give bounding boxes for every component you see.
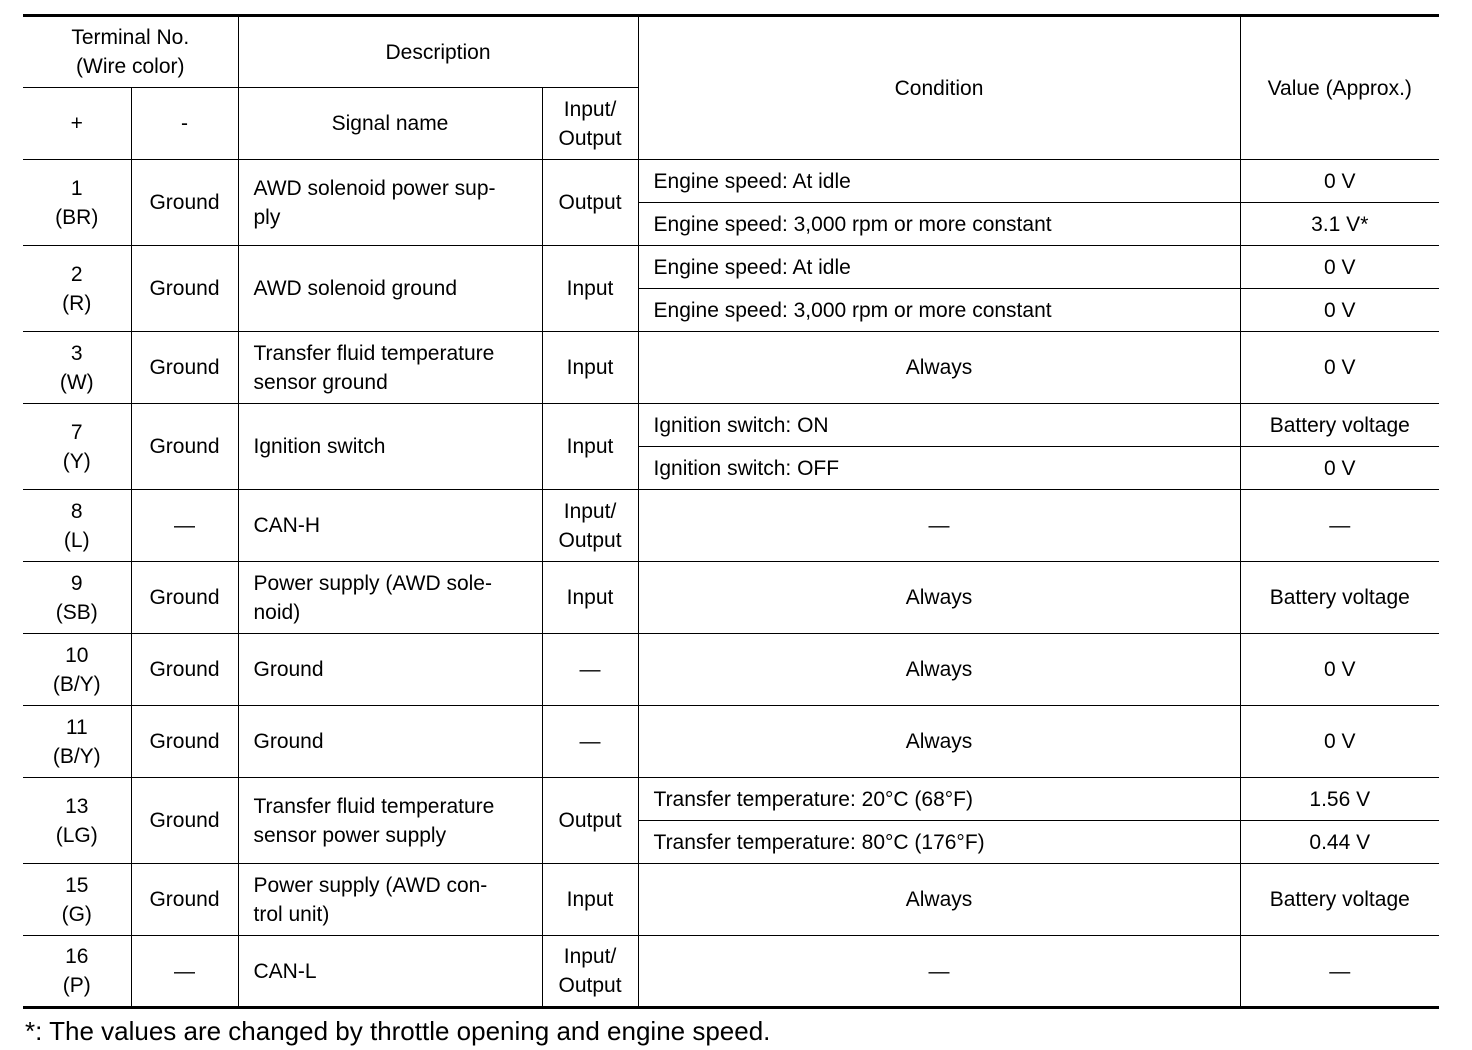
table-row xyxy=(23,332,1439,404)
signal-name-cell xyxy=(238,634,542,706)
table-row xyxy=(23,404,1439,447)
minus-terminal: Ground xyxy=(149,277,220,300)
terminal-cell xyxy=(23,490,131,562)
header-terminal-no xyxy=(23,16,238,88)
wire-color: (G) xyxy=(61,902,92,926)
wire-color: (BR) xyxy=(55,205,99,229)
io-line1: Input xyxy=(566,435,614,458)
condition-text: — xyxy=(928,514,950,537)
table-row xyxy=(23,864,1439,936)
value-text: 3.1 V* xyxy=(1311,212,1369,236)
value-cell xyxy=(1240,246,1439,289)
signal-name-line1: AWD solenoid power sup- xyxy=(253,176,496,200)
signal-name-line1: CAN-L xyxy=(253,959,317,983)
io-line1: Input xyxy=(566,888,614,911)
terminal-number: 11 xyxy=(65,715,88,739)
value-cell xyxy=(1240,706,1439,778)
terminal-number: 9 xyxy=(70,571,83,595)
terminal-cell xyxy=(23,160,131,246)
value-text: 0.44 V xyxy=(1309,830,1371,854)
signal-name-line1: Power supply (AWD sole- xyxy=(253,571,492,595)
header-row-1 xyxy=(23,16,1439,88)
value-cell xyxy=(1240,404,1439,447)
signal-name-cell xyxy=(238,160,542,246)
value-cell xyxy=(1240,490,1439,562)
input-output-cell xyxy=(542,332,638,404)
value-text: — xyxy=(1329,959,1351,983)
condition-cell xyxy=(638,160,1240,203)
condition-cell xyxy=(638,203,1240,246)
input-output-cell xyxy=(542,404,638,490)
io-line1: Input xyxy=(566,277,614,300)
wire-color: (B/Y) xyxy=(52,744,101,768)
terminal-cell xyxy=(23,246,131,332)
table-row xyxy=(23,706,1439,778)
io-line1: — xyxy=(579,658,601,681)
header-terminal-label: Terminal No. xyxy=(71,26,190,49)
signal-name-line1: CAN-H xyxy=(253,514,320,537)
signal-name-cell xyxy=(238,404,542,490)
terminal-cell xyxy=(23,706,131,778)
io-line1: Input/ xyxy=(563,499,617,523)
io-line1: Input xyxy=(566,586,614,609)
minus-terminal: Ground xyxy=(149,356,220,379)
signal-name-line2: sensor ground xyxy=(253,370,388,394)
io-line1: Input xyxy=(566,356,614,379)
minus-terminal: Ground xyxy=(149,191,220,214)
minus-terminal: Ground xyxy=(149,435,220,458)
table-body xyxy=(23,160,1439,1008)
condition-cell xyxy=(638,447,1240,490)
value-text: Battery voltage xyxy=(1269,586,1410,609)
wire-color: (P) xyxy=(62,974,91,997)
signal-name-cell xyxy=(238,246,542,332)
signal-name-line1: Ground xyxy=(253,730,324,753)
input-output-cell xyxy=(542,160,638,246)
terminal-cell xyxy=(23,332,131,404)
minus-cell xyxy=(131,246,238,332)
terminal-number: 2 xyxy=(70,262,83,286)
header-condition: Condition xyxy=(638,16,1240,160)
condition-text: Engine speed: At idle xyxy=(653,255,851,279)
value-text: 1.56 V xyxy=(1309,787,1371,811)
condition-cell xyxy=(638,332,1240,404)
value-cell xyxy=(1240,634,1439,706)
minus-cell xyxy=(131,778,238,864)
input-output-cell xyxy=(542,864,638,936)
input-output-cell xyxy=(542,706,638,778)
terminal-spec-table xyxy=(23,14,1439,1009)
header-wire-color-label: (Wire color) xyxy=(76,55,185,78)
terminal-number: 10 xyxy=(65,643,89,667)
header-minus: - xyxy=(131,88,238,160)
condition-text: Transfer temperature: 80°C (176°F) xyxy=(653,830,985,854)
header-description: Description xyxy=(238,16,638,88)
wire-color: (SB) xyxy=(55,600,98,624)
signal-name-line2: trol unit) xyxy=(253,902,330,926)
condition-text: Always xyxy=(905,658,973,681)
io-line1: Output xyxy=(558,809,622,832)
signal-name-line2: sensor power supply xyxy=(253,823,447,847)
condition-cell xyxy=(638,821,1240,864)
table-row xyxy=(23,490,1439,562)
header-plus: + xyxy=(23,88,131,160)
condition-cell xyxy=(638,404,1240,447)
value-cell xyxy=(1240,203,1439,246)
terminal-cell xyxy=(23,936,131,1008)
condition-text: — xyxy=(928,959,950,983)
condition-text: Engine speed: 3,000 rpm or more constant xyxy=(653,212,1052,236)
condition-cell xyxy=(638,289,1240,332)
condition-text: Ignition switch: ON xyxy=(653,413,829,437)
signal-name-cell xyxy=(238,332,542,404)
signal-name-line1: Transfer fluid temperature xyxy=(253,794,495,818)
table-row xyxy=(23,936,1439,1008)
signal-name-cell xyxy=(238,864,542,936)
value-cell xyxy=(1240,821,1439,864)
header-input-output xyxy=(542,88,638,160)
wire-color: (L) xyxy=(63,528,90,552)
terminal-cell xyxy=(23,778,131,864)
value-cell xyxy=(1240,562,1439,634)
signal-name-line1: AWD solenoid ground xyxy=(253,277,457,300)
terminal-number: 1 xyxy=(70,176,83,200)
signal-name-line1: Power supply (AWD con- xyxy=(253,873,488,897)
table-row xyxy=(23,160,1439,203)
minus-cell xyxy=(131,490,238,562)
terminal-table-container xyxy=(23,14,1439,1009)
value-text: 0 V xyxy=(1324,169,1356,193)
value-text: 0 V xyxy=(1324,456,1356,480)
value-cell xyxy=(1240,778,1439,821)
condition-cell xyxy=(638,490,1240,562)
minus-cell xyxy=(131,562,238,634)
minus-terminal: Ground xyxy=(149,730,220,753)
terminal-number: 8 xyxy=(70,499,83,523)
minus-terminal: Ground xyxy=(149,809,220,832)
condition-cell xyxy=(638,706,1240,778)
signal-name-line1: Transfer fluid temperature xyxy=(253,341,495,365)
input-output-cell xyxy=(542,490,638,562)
io-line1: Output xyxy=(558,191,622,214)
value-cell xyxy=(1240,289,1439,332)
signal-name-cell xyxy=(238,490,542,562)
value-text: — xyxy=(1329,514,1351,537)
terminal-number: 15 xyxy=(65,873,89,897)
signal-name-cell xyxy=(238,778,542,864)
minus-cell xyxy=(131,936,238,1008)
condition-cell xyxy=(638,246,1240,289)
minus-cell xyxy=(131,160,238,246)
terminal-cell xyxy=(23,404,131,490)
value-text: 0 V xyxy=(1324,730,1356,753)
value-cell xyxy=(1240,864,1439,936)
condition-text: Ignition switch: OFF xyxy=(653,456,840,480)
footnote: *: The values are changed by throttle opening and engine speed. xyxy=(25,1016,771,1046)
condition-text: Engine speed: At idle xyxy=(653,169,851,193)
table-row xyxy=(23,778,1439,821)
signal-name-cell xyxy=(238,562,542,634)
wire-color: (B/Y) xyxy=(52,672,101,696)
value-text: Battery voltage xyxy=(1269,413,1410,437)
header-signal-name: Signal name xyxy=(238,88,542,160)
terminal-number: 16 xyxy=(65,945,89,968)
value-cell xyxy=(1240,332,1439,404)
io-line1: Input/ xyxy=(563,945,617,968)
table-row xyxy=(23,634,1439,706)
value-text: 0 V xyxy=(1324,298,1356,322)
header-value: Value (Approx.) xyxy=(1240,16,1439,160)
condition-text: Always xyxy=(905,730,973,753)
input-output-cell xyxy=(542,778,638,864)
input-output-cell xyxy=(542,246,638,332)
minus-terminal: — xyxy=(174,514,195,537)
minus-cell xyxy=(131,864,238,936)
wire-color: (W) xyxy=(59,370,94,394)
terminal-cell xyxy=(23,634,131,706)
table-row xyxy=(23,562,1439,634)
condition-text: Transfer temperature: 20°C (68°F) xyxy=(653,787,973,811)
terminal-number: 3 xyxy=(70,341,83,365)
signal-name-cell xyxy=(238,706,542,778)
condition-cell xyxy=(638,562,1240,634)
value-cell xyxy=(1240,936,1439,1008)
minus-cell xyxy=(131,706,238,778)
header-io-line1: Input/ xyxy=(563,97,617,121)
minus-cell xyxy=(131,634,238,706)
minus-cell xyxy=(131,404,238,490)
minus-terminal: — xyxy=(174,959,195,983)
value-text: 0 V xyxy=(1324,255,1356,279)
value-text: 0 V xyxy=(1324,658,1356,681)
wire-color: (LG) xyxy=(55,823,98,847)
signal-name-line1: Ground xyxy=(253,658,324,681)
condition-cell xyxy=(638,936,1240,1008)
wire-color: (R) xyxy=(62,291,92,315)
input-output-cell xyxy=(542,936,638,1008)
terminal-cell xyxy=(23,562,131,634)
minus-terminal: Ground xyxy=(149,888,220,911)
terminal-cell xyxy=(23,864,131,936)
signal-name-line1: Ignition switch xyxy=(253,435,386,458)
table-row xyxy=(23,246,1439,289)
signal-name-line2: noid) xyxy=(253,600,301,624)
value-cell xyxy=(1240,160,1439,203)
io-line2: Output xyxy=(558,528,622,552)
header-io-line2: Output xyxy=(558,126,622,150)
minus-terminal: Ground xyxy=(149,658,220,681)
minus-terminal: Ground xyxy=(149,586,220,609)
signal-name-line2: ply xyxy=(253,205,281,229)
condition-cell xyxy=(638,864,1240,936)
input-output-cell xyxy=(542,562,638,634)
minus-cell xyxy=(131,332,238,404)
wire-color: (Y) xyxy=(62,449,91,473)
condition-text: Always xyxy=(905,888,973,911)
condition-text: Engine speed: 3,000 rpm or more constant xyxy=(653,298,1052,322)
value-text: Battery voltage xyxy=(1269,888,1410,911)
condition-text: Always xyxy=(905,586,973,609)
condition-text: Always xyxy=(905,356,973,379)
value-text: 0 V xyxy=(1324,356,1356,379)
terminal-number: 7 xyxy=(70,420,83,444)
input-output-cell xyxy=(542,634,638,706)
signal-name-cell xyxy=(238,936,542,1008)
io-line2: Output xyxy=(558,974,622,997)
terminal-number: 13 xyxy=(65,794,89,818)
condition-cell xyxy=(638,634,1240,706)
value-cell xyxy=(1240,447,1439,490)
io-line1: — xyxy=(579,730,601,753)
condition-cell xyxy=(638,778,1240,821)
